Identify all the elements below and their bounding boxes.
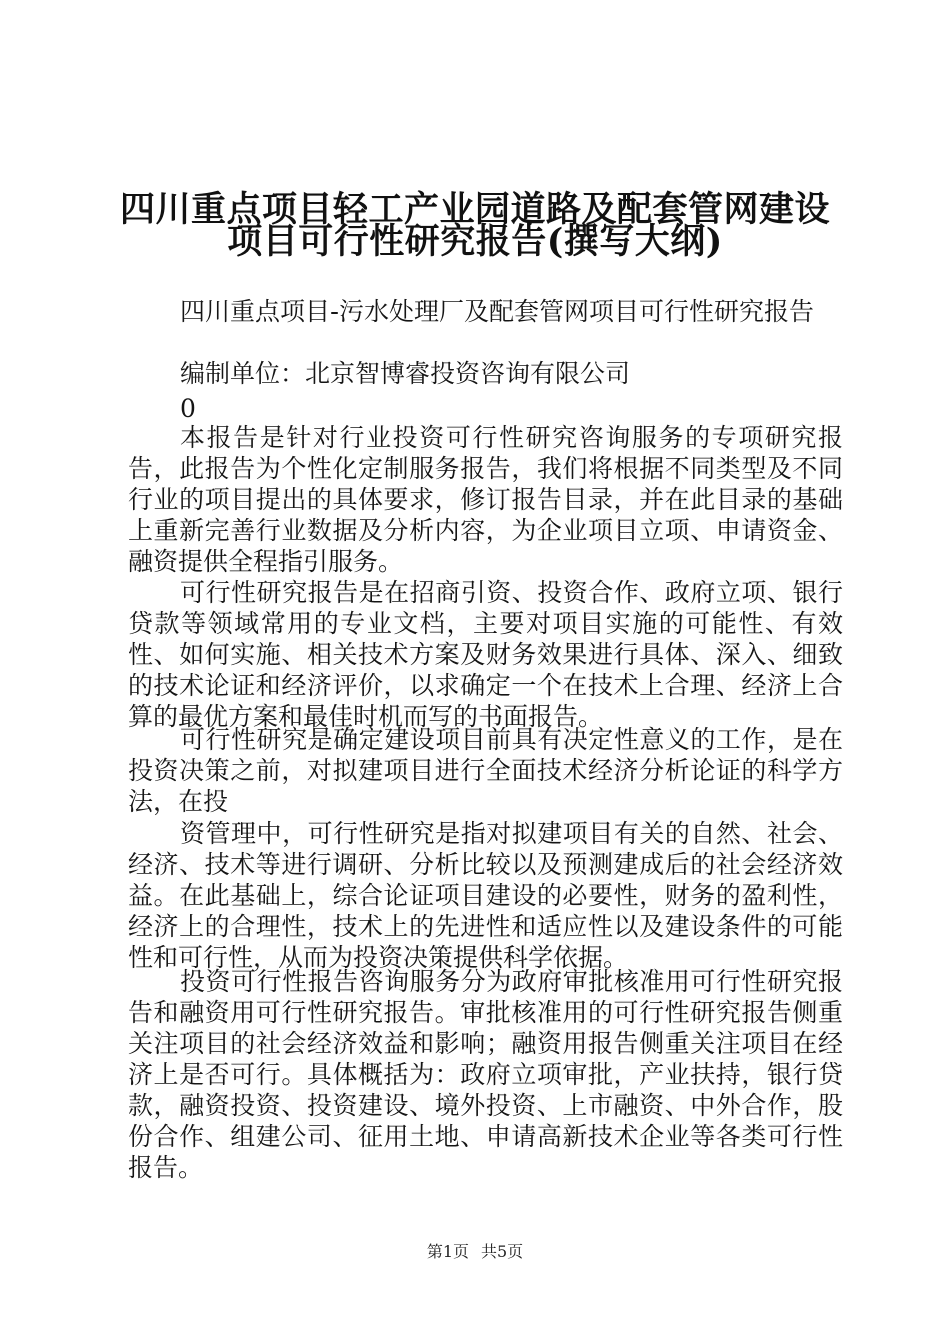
paragraph-intro: 本报告是针对行业投资可行性研究咨询服务的专项研究报告，此报告为个性化定制服务报告，我们将根据不同类型及不同行业的项目提出的具体要求，修订报告目录，并在此目录的基础上重新完善行业数据及分析内容，为企业项目立项、申请资金、融资提供全程指引服务。: [128, 423, 843, 576]
paragraph-feasibility-study: 可行性研究是确定建设项目前具有决定性意义的工作，是在投资决策之前，对拟建项目进行全面技术经济分析论证的科学方法，在投: [128, 725, 843, 816]
zero-marker: 0: [180, 394, 196, 423]
document-title-line1: 四川重点项目轻工产业园道路及配套管网建设: [119, 189, 830, 230]
page-total: 共5页: [481, 1242, 524, 1261]
paragraph-investment-management: 资管理中，可行性研究是指对拟建项目有关的自然、社会、经济、技术等进行调研、分析比较以及预测建成后的社会经济效益。在此基础上，综合论证项目建设的必要性，财务的盈利性，经济上的合理性，技术上的先进性和适应性以及建设条件的可能性和可行性，从而为投资决策提供科学依据。: [128, 819, 843, 972]
page-footer: [0, 1239, 950, 1262]
document-subtitle: 四川重点项目-污水处理厂及配套管网项目可行性研究报告: [180, 297, 815, 326]
editor-unit: 编制单位：北京智博睿投资咨询有限公司: [180, 359, 631, 388]
paragraph-consulting-services: 投资可行性报告咨询服务分为政府审批核准用可行性研究报告和融资用可行性研究报告。审批核准用的可行性研究报告侧重关注项目的社会经济效益和影响；融资用报告侧重关注项目在经济上是否可行。具体概括为：政府立项审批，产业扶持，银行贷款，融资投资、投资建设、境外投资、上市融资、中外合作，股份合作、组建公司、征用土地、申请高新技术企业等各类可行性报告。: [128, 967, 843, 1182]
page-number: 第1页: [426, 1242, 469, 1261]
document-title-line2: 项目可行性研究报告(撰写大纲): [227, 221, 723, 262]
paragraph-feasibility-report: 可行性研究报告是在招商引资、投资合作、政府立项、银行贷款等领域常用的专业文档，主要对项目实施的可能性、有效性、如何实施、相关技术方案及财务效果进行具体、深入、细致的技术论证和经济评价，以求确定一个在技术上合理、经济上合算的最优方案和最佳时机而写的书面报告。: [128, 578, 843, 731]
